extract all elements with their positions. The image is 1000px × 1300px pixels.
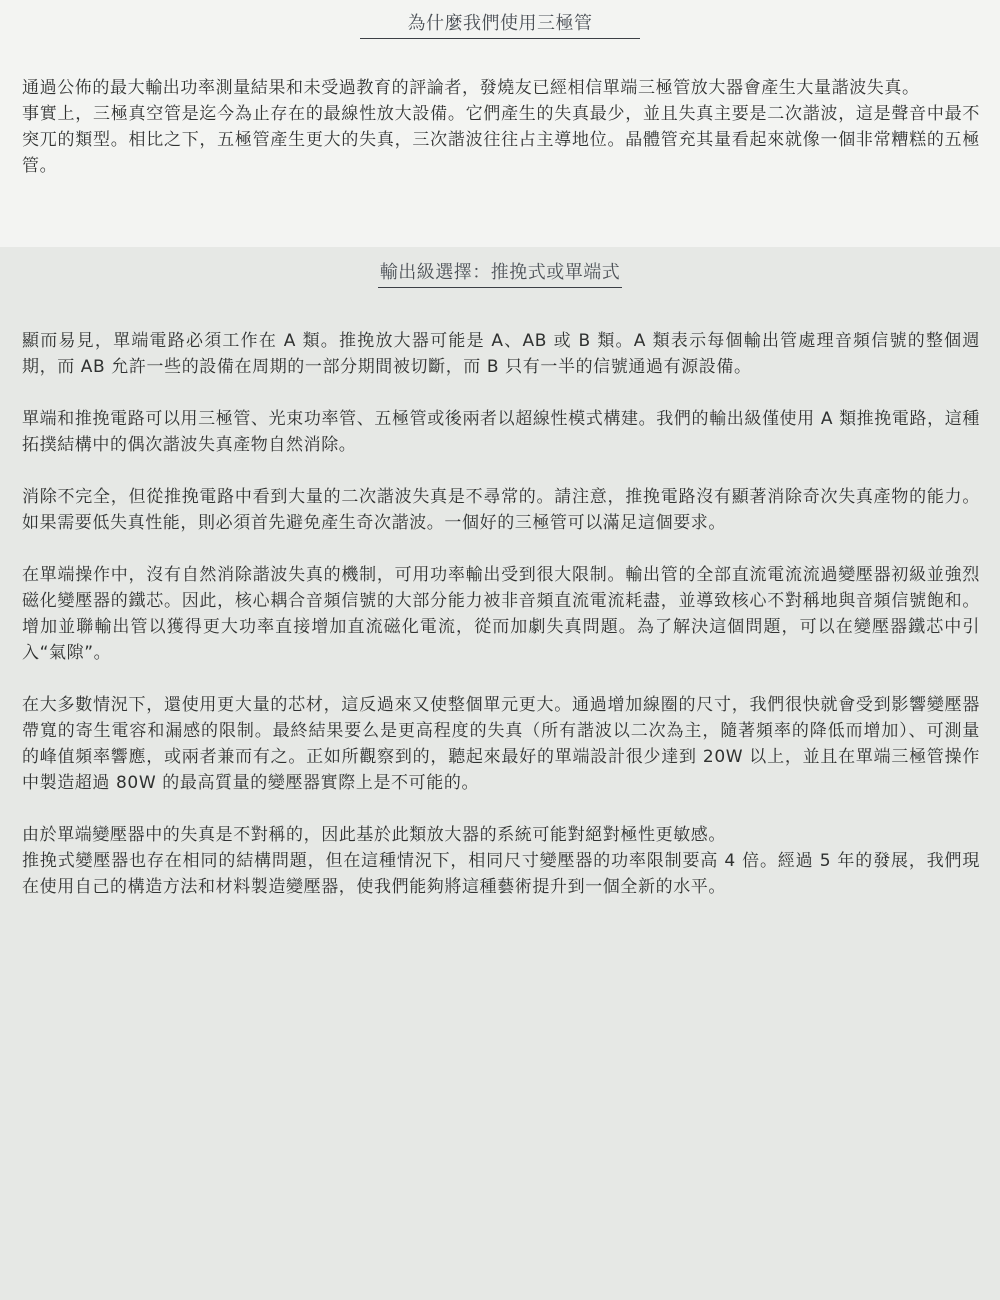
paragraph: 事實上，三極真空管是迄今為止存在的最線性放大設備。它們產生的失真最少，並且失真主要是二次諧波，這是聲音中最不突兀的類型。相比之下，五極管產生更大的失真，三次諧波往往占主導地位。晶體管充其量看起來就像一個非常糟糕的五極管。	[22, 104, 980, 176]
paragraph: 在單端操作中，沒有自然消除諧波失真的機制，可用功率輸出受到很大限制。輸出管的全部直流電流流過變壓器初級並強烈磁化變壓器的鐵芯。因此，核心耦合音頻信號的大部分能力被非音頻直流電流耗盡，並導致核心不對稱地與音頻信號飽和。增加並聯輸出管以獲得更大功率直接增加直流磁化電流，從而加劇失真問題。為了解決這個問題，可以在變壓器鐵芯中引入“氣隙”。	[22, 565, 980, 663]
section-heading-output-stage: 輸出級選擇：推挽式或單端式	[378, 259, 623, 288]
section-why-triodes	[0, 0, 1000, 247]
paragraph: 單端和推挽電路可以用三極管、光束功率管、五極管或後兩者以超線性模式構建。我們的輸出級僅使用 A 類推挽電路，這種拓撲結構中的偶次諧波失真產物自然消除。	[22, 409, 980, 455]
paragraph: 在大多數情況下，還使用更大量的芯材，這反過來又使整個單元更大。通過增加線圈的尺寸，我們很快就會受到影響變壓器帶寬的寄生電容和漏感的限制。最終結果要么是更高程度的失真（所有諧波以二次為主，隨著頻率的降低而增加）、可測量的峰值頻率響應，或兩者兼而有之。正如所觀察到的，聽起來最好的單端設計很少達到 20W 以上，並且在單端三極管操作中製造超過 80W 的最高質量的變壓器實際上是不可能的。	[22, 695, 980, 793]
heading-wrap	[0, 259, 1000, 288]
section-body-why-triodes	[0, 75, 1000, 179]
section-output-stage	[0, 247, 1000, 900]
section-heading-why-triodes: 為什麼我們使用三極管	[360, 10, 640, 39]
paragraph: 消除不完全，但從推挽電路中看到大量的二次諧波失真是不尋常的。請注意，推挽電路沒有顯著消除奇次失真產物的能力。如果需要低失真性能，則必須首先避免產生奇次諧波。一個好的三極管可以滿足這個要求。	[22, 487, 980, 533]
paragraph: 通過公佈的最大輸出功率測量結果和未受過教育的評論者，發燒友已經相信單端三極管放大器會產生大量諧波失真。	[22, 78, 920, 98]
section-body-output-stage	[0, 328, 1000, 900]
paragraph: 顯而易見，單端電路必須工作在 A 類。推挽放大器可能是 A、AB 或 B 類。A 類表示每個輸出管處理音頻信號的整個週期，而 AB 允許一些的設備在周期的一部分期間被切斷，而 B 只有一半的信號通過有源設備。	[22, 331, 980, 377]
paragraph: 推挽式變壓器也存在相同的結構問題，但在這種情況下，相同尺寸變壓器的功率限制要高 4 倍。經過 5 年的發展，我們現在使用自己的構造方法和材料製造變壓器，使我們能夠將這種藝術提升到一個全新的水平。	[22, 851, 980, 897]
paragraph: 由於單端變壓器中的失真是不對稱的，因此基於此類放大器的系統可能對絕對極性更敏感。	[22, 825, 726, 845]
heading-wrap	[0, 10, 1000, 39]
